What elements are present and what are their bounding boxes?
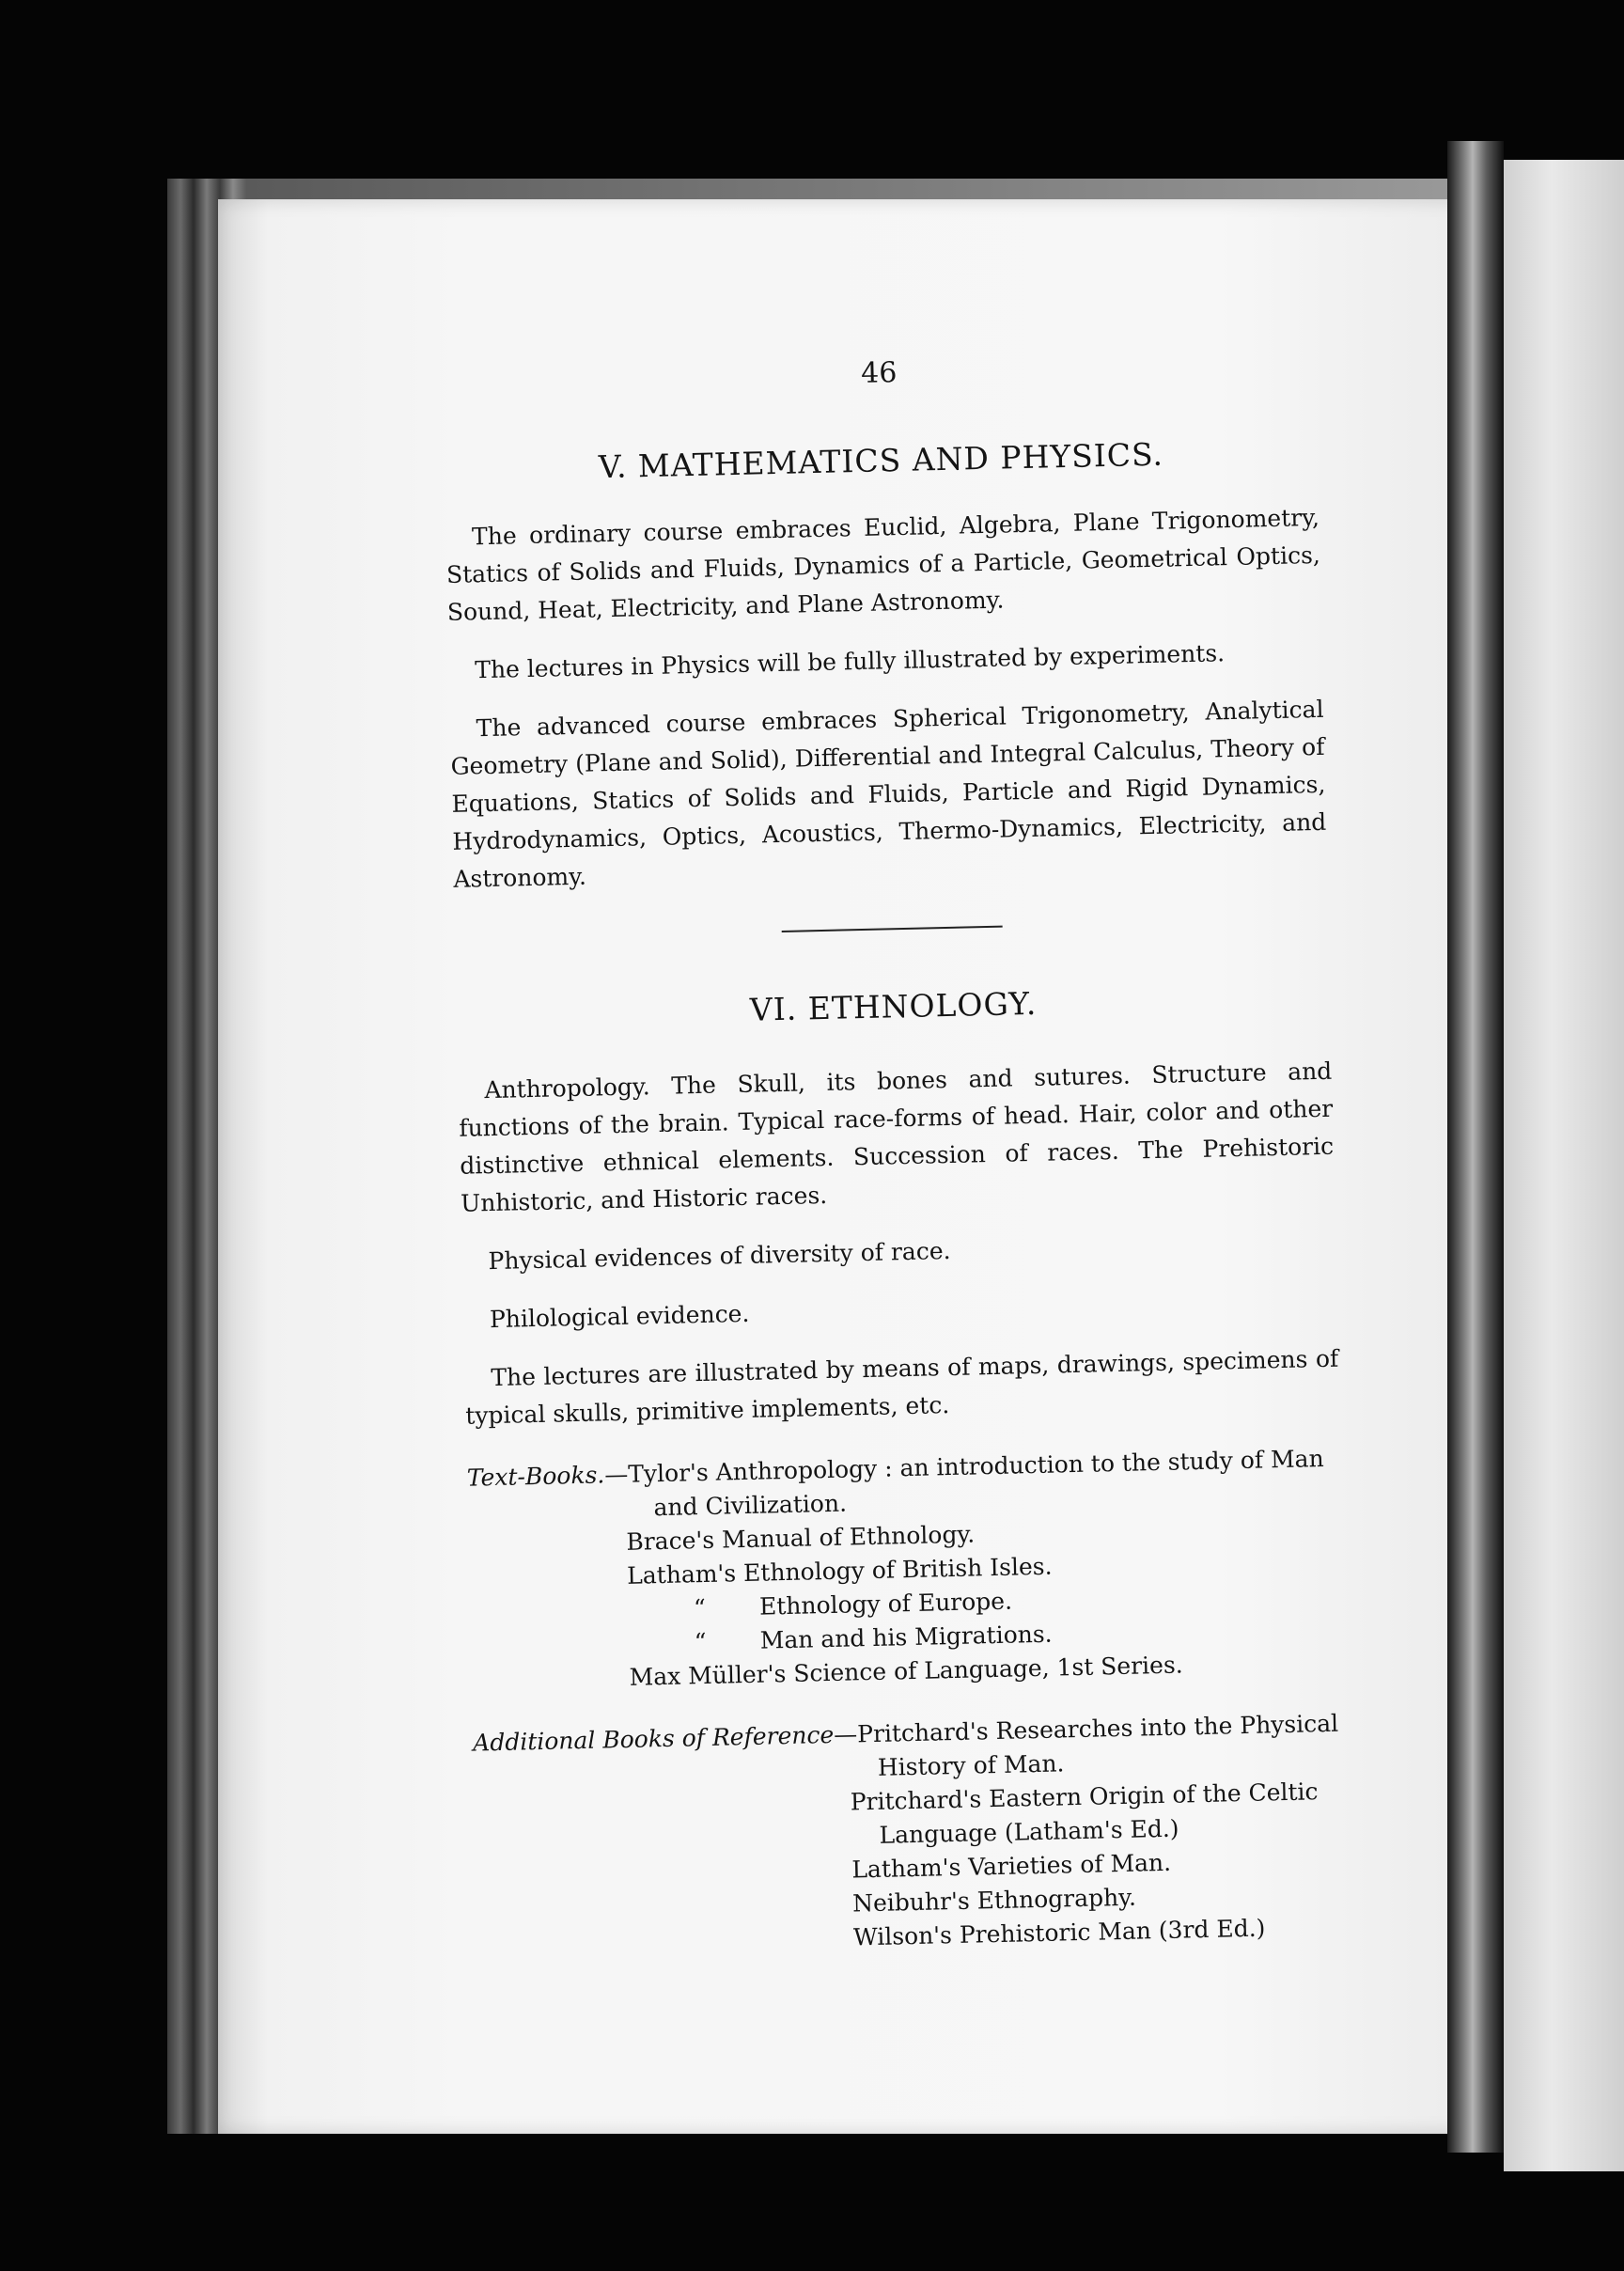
additional-books-label: Additional Books of Reference — [472, 1720, 835, 1757]
list-item: Latham's Varieties of Man. — [851, 1848, 1172, 1884]
book-entry: Man and his Migrations. — [759, 1620, 1053, 1654]
ditto-mark: “ — [693, 1593, 707, 1622]
book-spine — [1447, 141, 1504, 2153]
paragraph: Physical evidences of diversity of race. — [488, 1236, 951, 1276]
paragraph: The lectures are illustrated by means of maps, drawings, specimens of typical skulls, primitive implements, etc. — [465, 1344, 1339, 1430]
paragraph: The advanced course embraces Spherical Trigonometry, Analytical Geometry (Plane and Solid), Differential and Integral Calculus, Theory of Equations, Statics of Solids and Fluids, Particle and Rigid Dynamics, Hydrodynamics, Optics, Acoustics, Thermo-Dynamics, Electricity, and Astronomy. — [450, 695, 1327, 893]
text-books-list — [466, 1442, 1345, 1699]
list-item: Language (Latham's Ed.) — [879, 1814, 1179, 1849]
list-item: Max Müller's Science of Language, 1st Series. — [629, 1651, 1183, 1691]
dash: — — [603, 1460, 629, 1489]
book-entry: Tylor's Anthropology : an introduction to the study of Man — [627, 1445, 1324, 1488]
list-item: Neibuhr's Ethnography. — [851, 1883, 1137, 1918]
paragraph: Anthropology. The Skull, its bones and sutures. Structure and functions of the brain. Typical race-forms of head. Hair, color and other distinctive ethnical elements. Succession of races. The Prehistoric Unhistoric, and Historic races. — [459, 1057, 1335, 1217]
dash: — — [833, 1720, 858, 1748]
book-entry: Pritchard's Researches into the Physical — [856, 1709, 1339, 1748]
text-books-label: Text-Books. — [466, 1461, 605, 1492]
section-title: VI. ETHNOLOGY. — [749, 984, 1038, 1028]
list-item: Latham's Ethnology of British Isles. — [626, 1552, 1053, 1590]
section-mathematics-physics — [444, 432, 1328, 899]
section-title: V. MATHEMATICS AND PHYSICS. — [598, 435, 1164, 486]
section-ethnology — [456, 979, 1351, 1964]
list-item: Pritchard's Eastern Origin of the Celtic — [850, 1778, 1319, 1816]
list-item: History of Man. — [877, 1749, 1065, 1781]
book-entry: Ethnology of Europe. — [758, 1587, 1013, 1621]
ditto-mark: “ — [694, 1627, 707, 1656]
page-number: 46 — [860, 356, 898, 390]
paragraph: The ordinary course embraces Euclid, Algebra, Plane Trigonometry, Statics of Solids and Fluids, Dynamics of a Particle, Geometrical Optics, Sound, Heat, Electricity, and Plane Astronomy. — [445, 503, 1321, 626]
list-item: Brace's Manual of Ethnology. — [626, 1520, 976, 1556]
section-divider — [781, 926, 1002, 932]
list-item: Wilson's Prehistoric Man (3rd Ed.) — [852, 1914, 1266, 1951]
paragraph: Philological evidence. — [489, 1299, 750, 1334]
additional-books-list — [473, 1707, 1351, 1964]
paragraph: The lectures in Physics will be fully illustrated by experiments. — [475, 639, 1226, 684]
list-item: and Civilization. — [653, 1489, 848, 1522]
page-text — [442, 347, 1351, 1964]
facing-page-edge — [1504, 160, 1624, 2171]
